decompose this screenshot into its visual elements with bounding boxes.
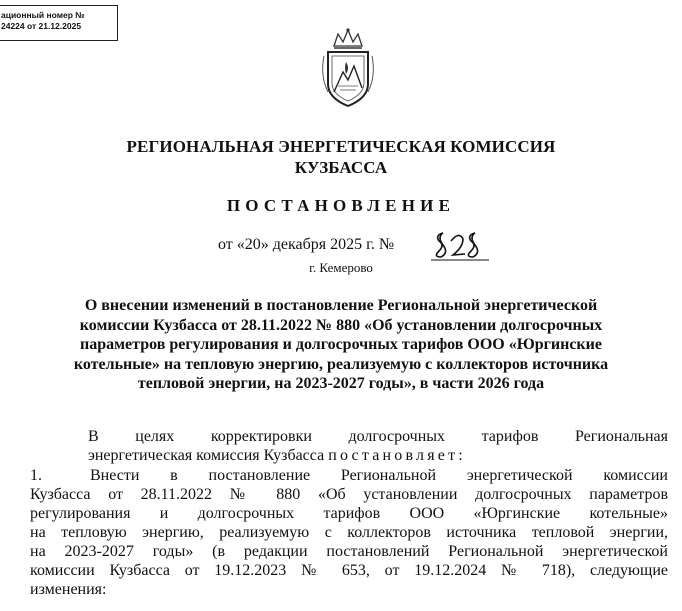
item-line: Кузбасса от 28.11.2022 № 880 «Об установлении долгосрочных параметров — [30, 486, 668, 503]
item-1-paragraph — [30, 466, 668, 599]
date-line: от «20» декабря 2025 г. № — [218, 236, 395, 253]
handwritten-number-signature — [429, 227, 491, 263]
resolves-word: постановляет: — [328, 447, 466, 464]
kuzbass-coat-of-arms-icon — [316, 26, 380, 110]
subject-line: комиссии Кузбасса от 28.11.2022 № 880 «Об установлении долгосрочных — [79, 316, 603, 334]
item-line — [30, 466, 668, 485]
organization-name-line1: РЕГИОНАЛЬНАЯ ЭНЕРГЕТИЧЕСКАЯ КОМИССИЯ — [126, 137, 556, 156]
intro-line — [30, 446, 668, 465]
city-name: г. Кемерово — [309, 260, 373, 275]
subject-line: тепловой энергии, на 2023-2027 годы», в части 2026 года — [137, 375, 545, 392]
registration-stamp-line1: ационный номер № — [1, 10, 85, 20]
registration-stamp — [0, 5, 118, 41]
item-number: 1. — [30, 467, 42, 484]
item-line: изменения: — [30, 581, 107, 598]
handwritten-number — [429, 227, 491, 263]
subject-line: котельные» на тепловую энергию, реализуемую с коллекторов источника — [73, 355, 609, 373]
item-line: на тепловую энергию, реализуемую с коллекторов источника тепловой энергии, — [30, 524, 668, 541]
intro-paragraph — [30, 427, 668, 465]
subject-line: О внесении изменений в постановление Региональной энергетической — [84, 297, 598, 314]
document-type: ПОСТАНОВЛЕНИЕ — [226, 196, 456, 215]
organization-name — [0, 136, 682, 178]
document-subject — [20, 296, 662, 394]
item-line: регулирования и долгосрочных тарифов ООО «Юргинские котельные» — [30, 505, 668, 522]
subject-line: параметров регулирования и долгосрочных тарифов ООО «Юргинские — [80, 336, 602, 353]
item-line: комиссии Кузбасса от 19.12.2023 № 653, от 19.12.2024 № 718), следующие — [30, 562, 668, 579]
organization-name-line2: КУЗБАССА — [294, 158, 388, 177]
item-line: на 2023-2027 годы» (в редакции постановлений Региональной энергетической — [30, 543, 668, 560]
intro-line: В целях корректировки долгосрочных тарифов Региональная — [88, 428, 668, 445]
registration-stamp-line2: 24224 от 21.12.2025 — [1, 21, 82, 31]
intro-text: энергетическая комиссия Кузбасса — [88, 447, 325, 464]
item-text: Внести в постановление Региональной энергетической комиссии — [90, 467, 668, 484]
